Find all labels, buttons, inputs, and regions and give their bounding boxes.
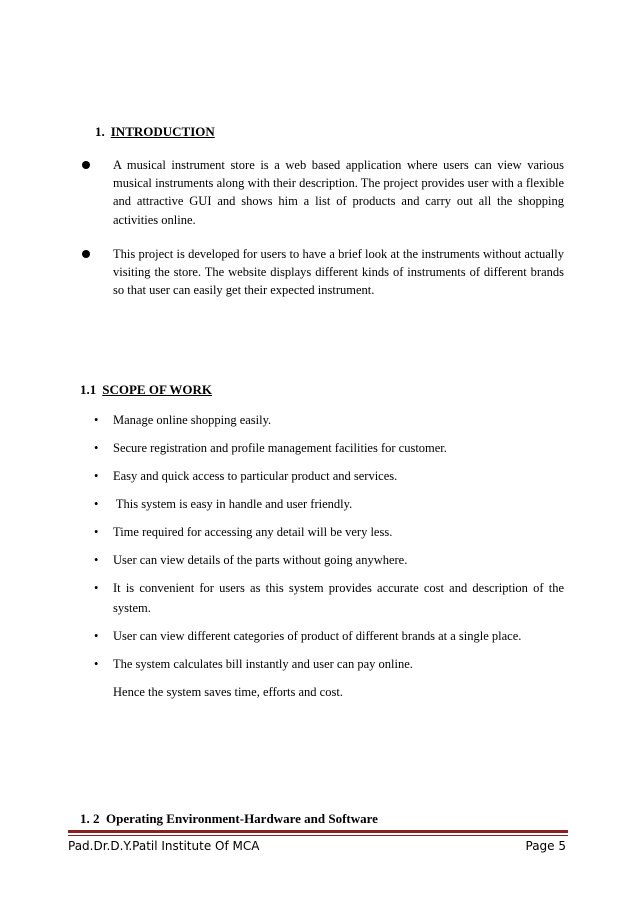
bullet-symbol: • <box>94 525 99 539</box>
bullet-symbol: • <box>94 469 99 483</box>
scope-list-item <box>93 523 564 543</box>
intro-bullet-text: A musical instrument store is a web based application where users can view various musical instruments along with their description. The project provides user with a flexible and attractive GUI and shows him a list of products and carry out all the shopping activities online. <box>113 158 564 227</box>
scope-list-item <box>93 579 564 618</box>
scope-item-text: Manage online shopping easily. <box>113 413 272 427</box>
scope-item-text: The system calculates bill instantly and user can pay online. <box>113 656 413 671</box>
scope-item-text: Secure registration and profile management facilities for customer. <box>113 441 447 455</box>
bullet-symbol: • <box>94 553 99 567</box>
section-number: 1.1 <box>80 382 97 397</box>
section-heading-scope <box>80 382 212 398</box>
bullet-symbol: • <box>94 413 99 427</box>
bullet-symbol: • <box>94 656 99 671</box>
scope-item-text: Time required for accessing any detail will be very less. <box>113 525 393 539</box>
footer-institute-name: Pad.Dr.D.Y.Patil Institute Of MCA <box>68 839 260 853</box>
scope-item-text: Easy and quick access to particular product and services. <box>113 469 398 483</box>
bullet-symbol: • <box>94 581 99 595</box>
scope-list-item <box>93 551 564 571</box>
bullet-symbol: • <box>94 628 99 643</box>
intro-bullet-item <box>80 156 564 229</box>
section-title: SCOPE OF WORK <box>102 382 213 397</box>
section-number: 1. <box>95 124 105 139</box>
scope-list-item <box>93 467 564 487</box>
scope-conclusion: Hence the system saves time, efforts and cost. <box>113 684 343 699</box>
intro-bullet-text: This project is developed for users to have a brief look at the instruments without actually visiting the store. The website displays different kinds of instruments of different brands so that user can easily get their expected instrument. <box>113 246 564 298</box>
scope-list-item <box>93 411 564 431</box>
scope-list-item <box>93 655 564 675</box>
scope-list-item <box>93 439 564 459</box>
section-heading-operating-environment: 1. 2 Operating Environment-Hardware and Software <box>80 811 378 826</box>
bullet-dot-icon <box>82 250 90 258</box>
scope-item-text: User can view different categories of product of different brands at a single place. <box>113 628 522 643</box>
intro-bullet-list <box>80 156 564 315</box>
scope-item-text: It is convenient for users as this system provides accurate cost and description of the system. <box>113 581 564 615</box>
scope-list-item <box>93 495 564 515</box>
footer-rule-thin <box>68 835 568 836</box>
scope-item-text: User can view details of the parts without going anywhere. <box>113 553 408 567</box>
bullet-symbol: • <box>94 441 99 455</box>
scope-item-text: This system is easy in handle and user friendly. <box>113 497 353 511</box>
section-heading-introduction <box>95 124 215 140</box>
scope-bullet-list <box>93 411 564 702</box>
footer-page-number: Page 5 <box>525 839 566 853</box>
bullet-symbol: • <box>94 497 99 511</box>
scope-list-item <box>93 627 564 647</box>
bullet-dot-icon <box>82 161 90 169</box>
intro-bullet-item <box>80 245 564 300</box>
footer-rule-thick <box>68 830 568 833</box>
section-title: INTRODUCTION <box>110 124 215 139</box>
